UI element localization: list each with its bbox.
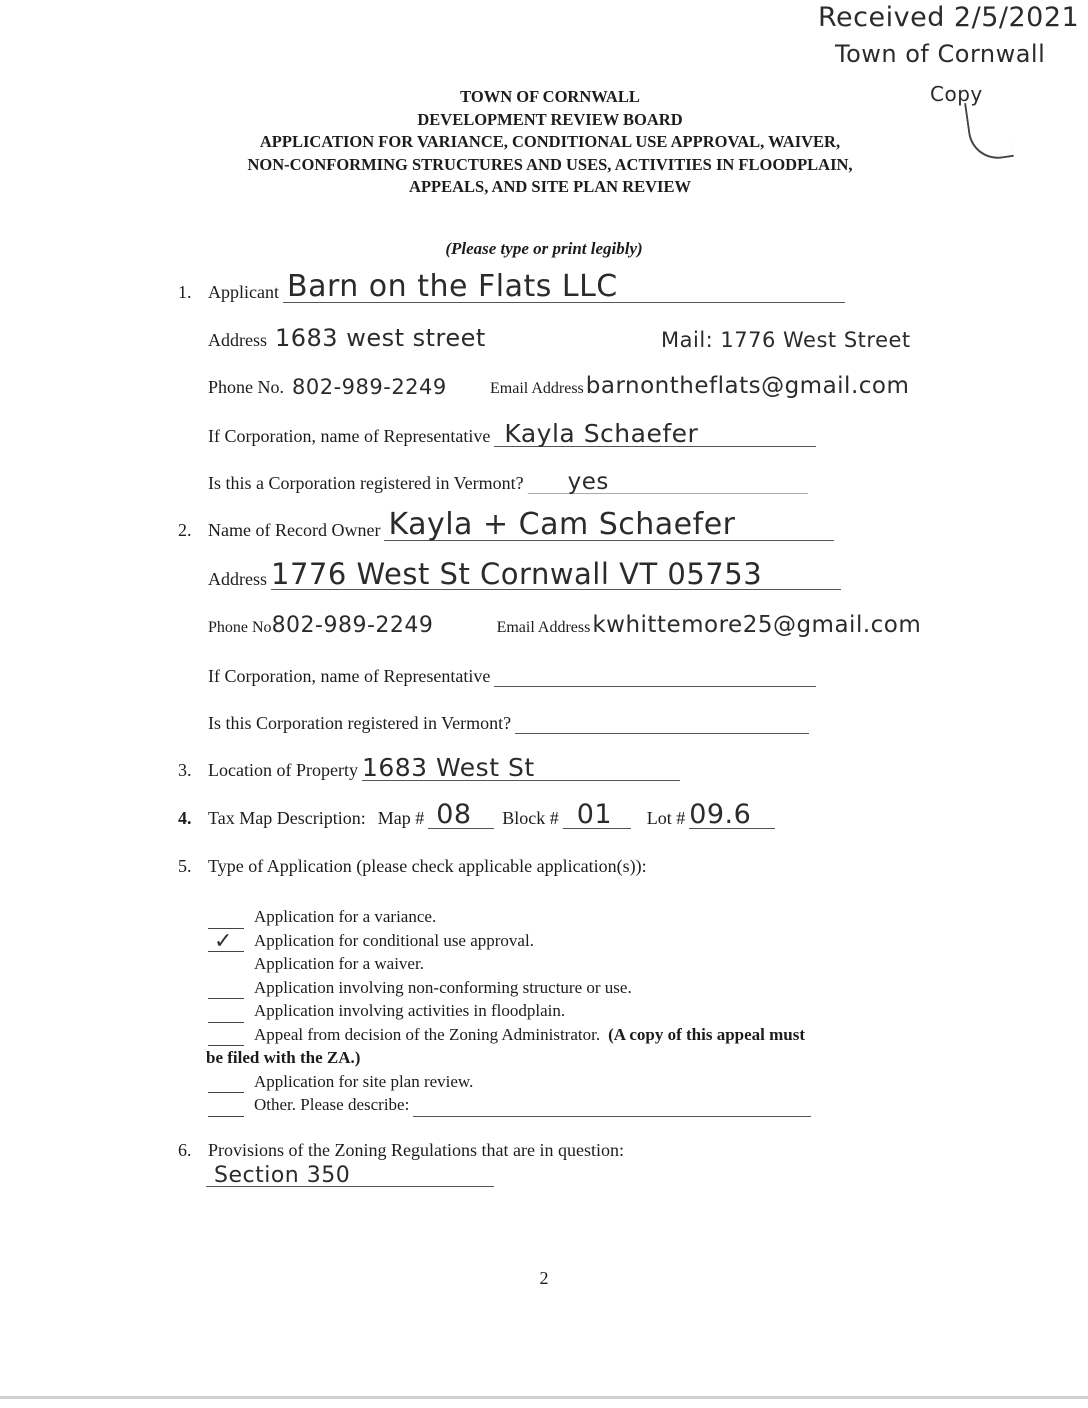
phone-label: Phone No. <box>208 377 284 397</box>
checkbox[interactable] <box>208 1004 244 1023</box>
provisions-row <box>178 1140 624 1161</box>
header-title-1: APPLICATION FOR VARIANCE, CONDITIONAL USE APPROVAL, WAIVER, <box>259 132 841 151</box>
section-number: 2. <box>178 520 192 540</box>
owner-email-value: kwhittemore25@gmail.com <box>592 612 922 638</box>
lot-value: 09.6 <box>689 799 752 830</box>
tax-map-row <box>178 799 775 830</box>
owner-rep-field[interactable] <box>494 664 816 687</box>
application-type-row <box>178 856 647 877</box>
section-number: 6. <box>178 1140 192 1160</box>
scan-edge-divider <box>0 1396 1088 1399</box>
applicant-address-row <box>208 324 927 352</box>
applicant-phone-value: 802-989-2249 <box>292 375 447 399</box>
application-type-options <box>208 905 811 1117</box>
lot-label: Lot # <box>646 808 686 828</box>
email-label: Email Address <box>490 380 584 397</box>
stamp-bracket-mark <box>964 97 1014 162</box>
option-other[interactable] <box>208 1093 811 1117</box>
applicant-rep-row <box>208 419 816 448</box>
option-waiver[interactable] <box>208 952 811 976</box>
owner-rep-row <box>208 664 816 687</box>
check-mark-icon: ✓ <box>214 928 233 954</box>
address-label: Address <box>208 330 267 350</box>
block-field[interactable] <box>563 799 631 830</box>
map-value: 08 <box>436 799 472 830</box>
lot-field[interactable] <box>689 799 775 830</box>
applicant-mail-field[interactable] <box>657 328 927 351</box>
option-label: Application involving non-conforming structure or use. <box>254 977 632 997</box>
option-conditional-use[interactable] <box>208 929 811 953</box>
applicant-phone-row <box>208 375 916 398</box>
provisions-answer-row <box>206 1164 494 1187</box>
owner-address-row <box>208 557 841 591</box>
applicant-mail-value: Mail: 1776 West Street <box>661 328 911 352</box>
application-type-label: Type of Application (please check applicable application(s)): <box>208 856 647 876</box>
checkbox[interactable] <box>208 910 244 929</box>
applicant-field[interactable] <box>283 269 845 304</box>
applicant-rep-field[interactable] <box>494 419 816 448</box>
owner-field[interactable] <box>384 507 834 542</box>
owner-email-label: Email Address <box>496 619 591 636</box>
provisions-label: Provisions of the Zoning Regulations that are in question: <box>208 1140 624 1160</box>
owner-label: Name of Record Owner <box>208 520 381 540</box>
checkbox[interactable] <box>208 1074 244 1093</box>
location-row <box>178 753 680 782</box>
applicant-address-field[interactable] <box>271 324 511 352</box>
applicant-email-field[interactable] <box>586 375 916 398</box>
applicant-phone-field[interactable] <box>288 375 490 398</box>
option-label: Application for a variance. <box>254 907 437 926</box>
received-stamp-town: Town of Cornwall <box>835 40 1046 68</box>
other-description-field[interactable] <box>413 1100 811 1117</box>
provisions-value: Section 350 <box>214 1163 351 1188</box>
owner-value: Kayla + Cam Schaefer <box>388 507 736 542</box>
option-non-conforming[interactable] <box>208 976 811 1000</box>
owner-address-value: 1776 West St Cornwall VT 05753 <box>271 557 763 591</box>
section-number: 4. <box>178 808 192 828</box>
block-value: 01 <box>576 799 613 830</box>
received-stamp-date: Received 2/5/2021 <box>818 2 1080 33</box>
option-floodplain[interactable] <box>208 999 811 1023</box>
checkbox[interactable] <box>208 1027 244 1046</box>
location-field[interactable] <box>361 753 680 782</box>
registered-label: Is this a Corporation registered in Vermont? <box>208 473 524 493</box>
applicant-email-value: barnontheflats@gmail.com <box>585 373 910 399</box>
owner-address-field[interactable] <box>271 557 841 591</box>
form-header <box>140 86 960 199</box>
owner-phone-row <box>208 614 968 637</box>
appeal-note-continued: be filed with the ZA.) <box>206 1048 361 1067</box>
owner-row <box>178 507 834 542</box>
section-number: 5. <box>178 856 192 876</box>
applicant-row <box>178 269 845 304</box>
applicant-registered-field[interactable] <box>528 471 808 494</box>
option-label: Application for site plan review. <box>254 1071 474 1091</box>
map-label: Map # <box>377 808 425 828</box>
provisions-field[interactable] <box>206 1164 494 1187</box>
owner-phone-label: Phone No <box>208 619 272 636</box>
page-number: 2 <box>539 1268 549 1288</box>
owner-registered-field[interactable] <box>515 711 809 734</box>
header-board: DEVELOPMENT REVIEW BOARD <box>417 109 683 129</box>
map-field[interactable] <box>428 799 494 830</box>
location-label: Location of Property <box>208 760 358 780</box>
option-label: Other. Please describe: <box>254 1095 410 1114</box>
applicant-value: Barn on the Flats LLC <box>286 269 618 304</box>
rep-label: If Corporation, name of Representative <box>208 426 491 446</box>
received-stamp-copy: Copy <box>930 82 983 106</box>
option-label: Appeal from decision of the Zoning Administrator. <box>254 1024 601 1044</box>
option-label: Application for conditional use approval. <box>254 930 534 950</box>
checkbox[interactable] <box>208 957 244 976</box>
block-label: Block # <box>502 808 559 828</box>
owner-phone-value: 802-989-2249 <box>271 613 434 638</box>
tax-map-label: Tax Map Description: <box>208 808 366 828</box>
owner-rep-label: If Corporation, name of Representative <box>208 666 491 686</box>
section-number: 3. <box>178 760 192 780</box>
option-variance[interactable] <box>208 905 811 929</box>
checkbox[interactable] <box>208 980 244 999</box>
applicant-label: Applicant <box>208 282 279 302</box>
option-appeal[interactable] <box>208 1023 811 1047</box>
owner-registered-row <box>208 711 809 734</box>
applicant-registered-row <box>208 471 808 494</box>
header-town: TOWN OF CORNWALL <box>460 87 640 106</box>
owner-address-label: Address <box>208 569 267 589</box>
owner-phone-field[interactable] <box>272 614 497 637</box>
option-label: Application for a waiver. <box>254 954 424 973</box>
header-title-3: APPEALS, AND SITE PLAN REVIEW <box>409 177 691 196</box>
owner-registered-label: Is this Corporation registered in Vermont? <box>208 713 512 733</box>
section-number: 1. <box>178 282 192 302</box>
applicant-rep-value: Kayla Schaefer <box>504 419 699 448</box>
option-label: Application involving activities in floodplain. <box>254 1001 566 1020</box>
option-site-plan[interactable] <box>208 1070 811 1094</box>
header-title-2: NON-CONFORMING STRUCTURES AND USES, ACTIVITIES IN FLOODPLAIN, <box>247 154 853 174</box>
owner-email-field[interactable] <box>592 614 968 637</box>
instruction-text: (Please type or print legibly) <box>445 239 643 258</box>
checkbox-checked[interactable] <box>208 928 244 954</box>
appeal-note: (A copy of this appeal must <box>608 1024 806 1044</box>
checkbox[interactable] <box>208 1098 244 1117</box>
applicant-registered-value: yes <box>567 469 609 495</box>
applicant-address-value: 1683 west street <box>275 324 486 352</box>
location-value: 1683 West St <box>361 753 535 782</box>
